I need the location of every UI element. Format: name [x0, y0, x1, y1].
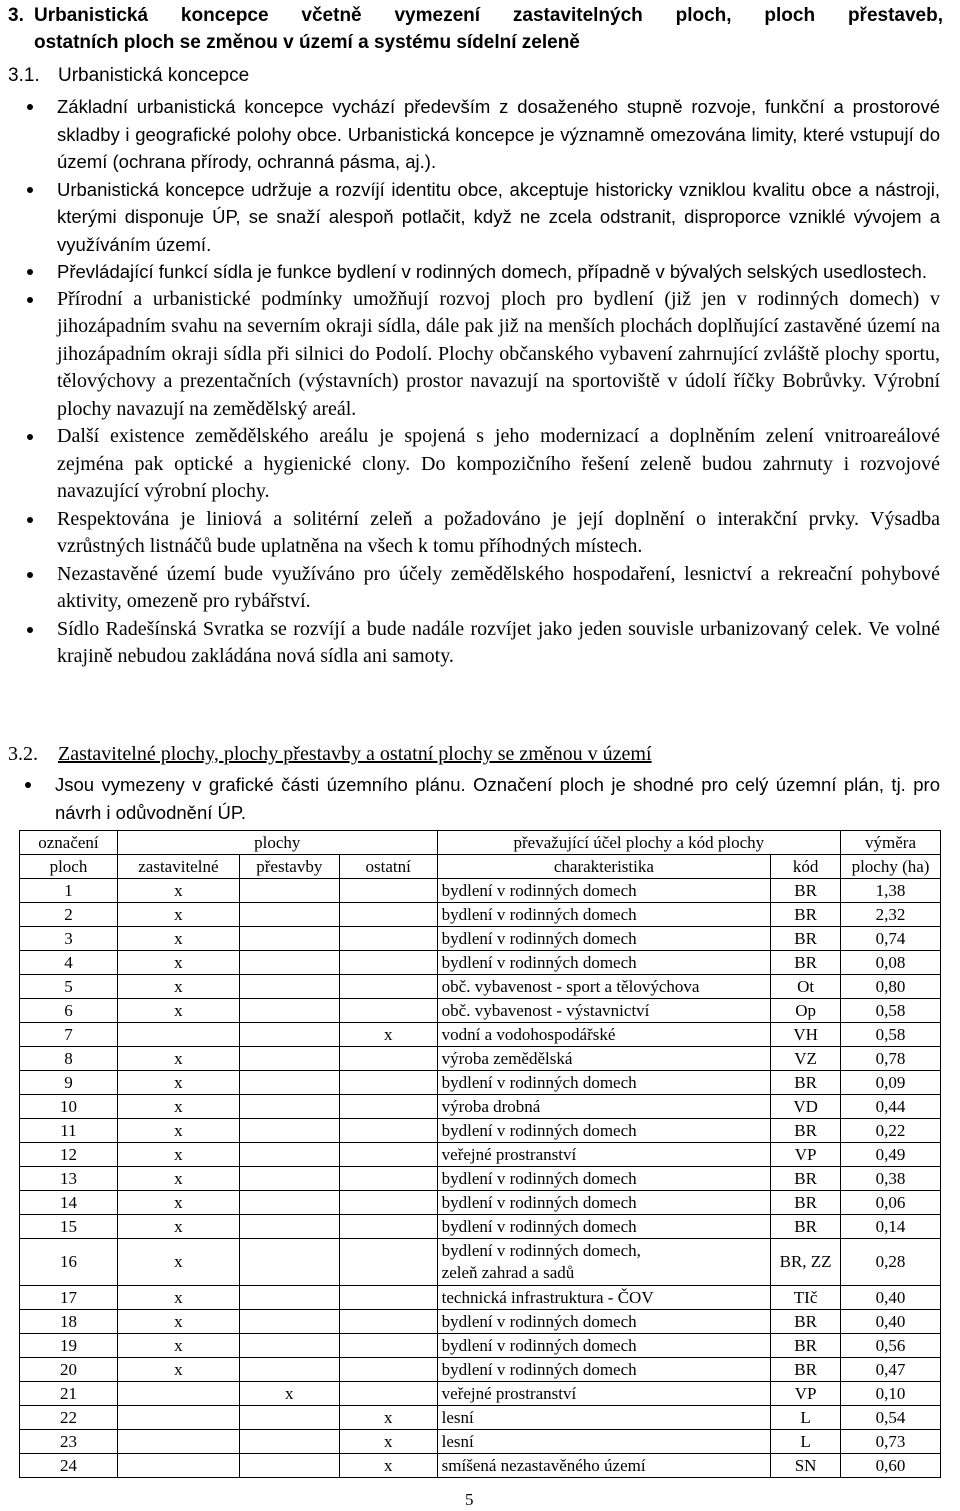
table-row [20, 1167, 941, 1191]
table-cell-p [239, 1286, 339, 1310]
table-cell-o [339, 1286, 437, 1310]
table-row [20, 1191, 941, 1215]
table-row [20, 1215, 941, 1239]
table-cell-kod: Op [771, 999, 841, 1023]
section-3-title-line-2: ostatních ploch se změnou v území a systému sídelní zeleně [34, 32, 580, 53]
table-cell-kod: BR [771, 927, 841, 951]
characteristic-text: bydlení v rodinných domech [441, 1168, 637, 1188]
table-row [20, 1406, 941, 1430]
table-cell-o [339, 927, 437, 951]
table-cell-kod: BR [771, 1191, 841, 1215]
characteristic-text: bydlení v rodinných domech [441, 904, 637, 924]
table-cell-ha: 0,14 [841, 1215, 941, 1239]
table-cell-id: 22 [20, 1406, 118, 1430]
table-cell-p [239, 1334, 339, 1358]
bullet-icon [27, 297, 33, 303]
table-cell-ha: 0,40 [841, 1286, 941, 1310]
characteristic-text: bydlení v rodinných domech [441, 1311, 637, 1331]
table-cell-z [117, 1454, 239, 1478]
table-cell-o [339, 1047, 437, 1071]
table-row [20, 1286, 941, 1310]
characteristic-text: bydlení v rodinných domech [441, 1192, 637, 1212]
table-cell-o [339, 903, 437, 927]
table-cell-p [239, 1143, 339, 1167]
table-cell-id: 11 [20, 1119, 118, 1143]
table-cell-kod: TIč [771, 1286, 841, 1310]
table-cell-ch [437, 1047, 770, 1071]
table-cell-ch [437, 1358, 770, 1382]
table-cell-z: x [117, 1095, 239, 1119]
table-cell-ha: 0,40 [841, 1310, 941, 1334]
header-cell-kod: kód [771, 855, 841, 879]
bullet-icon [27, 104, 33, 110]
table-cell-o [339, 1119, 437, 1143]
table-cell-id: 9 [20, 1071, 118, 1095]
table-cell-z: x [117, 1071, 239, 1095]
table-cell-o [339, 975, 437, 999]
table-cell-z: x [117, 927, 239, 951]
table-cell-id: 20 [20, 1358, 118, 1382]
table-cell-ch [437, 1239, 770, 1286]
bullet-icon [27, 269, 33, 275]
header-cell-oznaceni: označení [20, 831, 118, 855]
table-cell-o [339, 1071, 437, 1095]
table-cell-z: x [117, 1119, 239, 1143]
table-cell-kod: BR [771, 1071, 841, 1095]
table-cell-z: x [117, 1167, 239, 1191]
section-3-1-bullet-list [0, 93, 960, 671]
table-cell-z [117, 1382, 239, 1406]
table-cell-id: 16 [20, 1239, 118, 1286]
table-cell-kod: VZ [771, 1047, 841, 1071]
table-cell-kod: VH [771, 1023, 841, 1047]
table-cell-kod: L [771, 1430, 841, 1454]
table-cell-p [239, 1215, 339, 1239]
table-cell-z: x [117, 1047, 239, 1071]
bullet-icon [27, 572, 33, 578]
table-cell-ch [437, 1334, 770, 1358]
table-cell-ha: 0,49 [841, 1143, 941, 1167]
table-cell-p [239, 999, 339, 1023]
table-cell-o [339, 1215, 437, 1239]
table-row [20, 1310, 941, 1334]
table-cell-o [339, 1382, 437, 1406]
table-cell-ch [437, 1119, 770, 1143]
table-row [20, 1071, 941, 1095]
table-cell-id: 2 [20, 903, 118, 927]
table-cell-ha: 0,09 [841, 1071, 941, 1095]
table-cell-ch [437, 927, 770, 951]
characteristic-text-line-2: zeleň zahrad a sadů [441, 1263, 575, 1282]
table-cell-kod: VP [771, 1382, 841, 1406]
table-row [20, 951, 941, 975]
table-cell-z: x [117, 1143, 239, 1167]
table-cell-ha: 2,32 [841, 903, 941, 927]
table-cell-z: x [117, 999, 239, 1023]
table-cell-id: 3 [20, 927, 118, 951]
characteristic-text: veřejné prostranství [441, 1144, 577, 1164]
table-cell-p [239, 1119, 339, 1143]
table-cell-id: 15 [20, 1215, 118, 1239]
header-cell-zastavitelne: zastavitelné [117, 855, 239, 879]
header-cell-prestavby: přestavby [239, 855, 339, 879]
table-cell-ch [437, 879, 770, 903]
table-cell-id: 21 [20, 1382, 118, 1406]
characteristic-text: obč. vybavenost - sport a tělovýchova [441, 976, 700, 996]
characteristic-text: bydlení v rodinných domech [441, 1120, 637, 1140]
table-cell-p [239, 879, 339, 903]
table-cell-kod: BR [771, 1334, 841, 1358]
characteristic-text: veřejné prostranství [441, 1383, 577, 1403]
characteristic-text: výroba drobná [441, 1096, 541, 1116]
table-cell-z [117, 1406, 239, 1430]
characteristic-text: smíšená nezastavěného území [441, 1455, 646, 1475]
table-cell-kod: BR [771, 903, 841, 927]
table-cell-ha: 0,80 [841, 975, 941, 999]
table-cell-z: x [117, 1191, 239, 1215]
characteristic-text: bydlení v rodinných domech [441, 1335, 637, 1355]
section-3-2-title: Zastavitelné plochy, plochy přestavby a ostatní plochy se změnou v území [58, 743, 652, 765]
table-cell-z [117, 1023, 239, 1047]
table-cell-z: x [117, 1358, 239, 1382]
table-cell-id: 4 [20, 951, 118, 975]
table-cell-ha: 0,08 [841, 951, 941, 975]
characteristic-text: bydlení v rodinných domech [441, 1359, 637, 1379]
list-item: Jsou vymezeny v grafické části územního plánu. Označení ploch je shodné pro celý územní plán, tj. pro návrh i odůvodnění ÚP. [55, 771, 940, 826]
table-row [20, 1334, 941, 1358]
table-cell-ha: 0,10 [841, 1382, 941, 1406]
section-3-1-title: Urbanistická koncepce [58, 65, 250, 86]
table-cell-z: x [117, 903, 239, 927]
table-cell-kod: BR [771, 1215, 841, 1239]
table-cell-z: x [117, 1286, 239, 1310]
table-cell-ha: 0,60 [841, 1454, 941, 1478]
table-cell-p [239, 1406, 339, 1430]
table-cell-ch [437, 1023, 770, 1047]
table-cell-p: x [239, 1382, 339, 1406]
header-cell-plochy: plochy [117, 831, 437, 855]
section-3-2-number: 3.2. [8, 743, 38, 765]
header-cell-ostatni: ostatní [339, 855, 437, 879]
header-cell-vymera: výměra [841, 831, 941, 855]
table-row [20, 1430, 941, 1454]
table-cell-kod: BR, ZZ [771, 1239, 841, 1286]
table-cell-p [239, 1047, 339, 1071]
list-item: Nezastavěné území bude využíváno pro účely zemědělského hospodaření, lesnictví a rekreační pohybové aktivity, omezeně pro rybářství. [57, 561, 940, 616]
table-cell-ha: 0,44 [841, 1095, 941, 1119]
bullet-icon [27, 434, 33, 440]
list-item: Přírodní a urbanistické podmínky umožňují rozvoj ploch pro bydlení (již jen v rodinných domech) v jihozápadním svahu na severním okraji sídla, dále pak již na menších plochách doplňující zastavěné území na jihozápadním okraji sídla při silnici do Podolí. Plochy občanského vybavení zahrnující zvláště plochy sportu, tělovýchovy a prezentačních (výstavních) prostor navazují na sportoviště v údolí říčky Bobrůvky. Výrobní plochy navazují na zemědělský areál. [57, 286, 940, 424]
table-cell-o [339, 999, 437, 1023]
table-cell-ch [437, 1071, 770, 1095]
table-cell-ch [437, 951, 770, 975]
table-cell-kod: Ot [771, 975, 841, 999]
table-cell-ha: 0,58 [841, 1023, 941, 1047]
characteristic-text: bydlení v rodinných domech, [441, 1241, 641, 1260]
table-cell-id: 12 [20, 1143, 118, 1167]
table-cell-o: x [339, 1454, 437, 1478]
table-cell-kod: L [771, 1406, 841, 1430]
table-cell-ha: 0,28 [841, 1239, 941, 1286]
table-cell-id: 7 [20, 1023, 118, 1047]
table-row [20, 999, 941, 1023]
header-cell-vymera-ha: plochy (ha) [841, 855, 941, 879]
table-cell-id: 13 [20, 1167, 118, 1191]
table-cell-id: 19 [20, 1334, 118, 1358]
bullet-icon [27, 627, 33, 633]
table-cell-o: x [339, 1406, 437, 1430]
table-cell-p [239, 903, 339, 927]
table-cell-ha: 0,73 [841, 1430, 941, 1454]
table-cell-o [339, 951, 437, 975]
table-row [20, 903, 941, 927]
table-cell-ha: 0,74 [841, 927, 941, 951]
characteristic-text: bydlení v rodinných domech [441, 1072, 637, 1092]
table-cell-ha: 0,78 [841, 1047, 941, 1071]
list-item: Převládající funkcí sídla je funkce bydlení v rodinných domech, případně v bývalých selských usedlostech. [57, 258, 940, 286]
table-cell-ch [437, 1430, 770, 1454]
characteristic-text: bydlení v rodinných domech [441, 880, 637, 900]
table-cell-p [239, 1430, 339, 1454]
table-cell-ch [437, 1143, 770, 1167]
table-cell-ch [437, 1286, 770, 1310]
table-cell-id: 6 [20, 999, 118, 1023]
table-cell-id: 14 [20, 1191, 118, 1215]
characteristic-text: obč. vybavenost - výstavnictví [441, 1000, 650, 1020]
table-cell-p [239, 1191, 339, 1215]
table-cell-p [239, 1454, 339, 1478]
characteristic-text: výroba zemědělská [441, 1048, 573, 1068]
table-cell-ch [437, 1406, 770, 1430]
table-cell-kod: BR [771, 1119, 841, 1143]
table-cell-o: x [339, 1430, 437, 1454]
characteristic-text: bydlení v rodinných domech [441, 952, 637, 972]
table-cell-ch [437, 1167, 770, 1191]
bullet-icon [27, 517, 33, 523]
table-row [20, 1023, 941, 1047]
list-item: Další existence zemědělského areálu je spojená s jeho modernizací a doplněním zelení vnitroareálové zejména pak optické a hygienické clony. Do kompozičního řešení zeleně budou zahrnuty i rozvojové navazující výrobní plochy. [57, 423, 940, 506]
table-cell-z: x [117, 1334, 239, 1358]
page-number: 5 [465, 1490, 474, 1509]
section-3-heading [8, 2, 943, 56]
table-cell-o [339, 1143, 437, 1167]
table-cell-kod: BR [771, 951, 841, 975]
table-cell-ch [437, 999, 770, 1023]
table-cell-p [239, 1358, 339, 1382]
table-cell-o [339, 1191, 437, 1215]
table-cell-kod: VP [771, 1143, 841, 1167]
table-cell-p [239, 975, 339, 999]
table-row [20, 1382, 941, 1406]
header-cell-ploch: ploch [20, 855, 118, 879]
table-row [20, 1239, 941, 1286]
table-cell-o: x [339, 1023, 437, 1047]
characteristic-text: vodní a vodohospodářské [441, 1024, 616, 1044]
table-cell-z [117, 1430, 239, 1454]
table-cell-id: 17 [20, 1286, 118, 1310]
header-cell-ucel: převažující účel plochy a kód plochy [437, 831, 840, 855]
table-cell-ch [437, 1454, 770, 1478]
table-cell-p [239, 1239, 339, 1286]
table-cell-z: x [117, 1215, 239, 1239]
characteristic-text: bydlení v rodinných domech [441, 928, 637, 948]
table-cell-o [339, 1167, 437, 1191]
table-row [20, 1047, 941, 1071]
table-cell-ch [437, 903, 770, 927]
list-item: Sídlo Radešínská Svratka se rozvíjí a bude nadále rozvíjet jako jeden souvisle urbanizovaný celek. Ve volné krajině nebudou zakládána nová sídla ani samoty. [57, 616, 940, 671]
table-body [20, 879, 941, 1478]
table-cell-p [239, 1023, 339, 1047]
table-cell-id: 8 [20, 1047, 118, 1071]
table-cell-z: x [117, 975, 239, 999]
table-cell-ha: 0,56 [841, 1334, 941, 1358]
table-cell-kod: BR [771, 1167, 841, 1191]
table-cell-kod: SN [771, 1454, 841, 1478]
table-cell-o [339, 879, 437, 903]
table-cell-p [239, 1167, 339, 1191]
characteristic-text: lesní [441, 1431, 474, 1451]
table-row [20, 975, 941, 999]
table-row [20, 879, 941, 903]
section-3-number: 3. [8, 5, 24, 26]
table-cell-o [339, 1095, 437, 1119]
table-cell-p [239, 927, 339, 951]
section-3-2-bullet-list [0, 771, 960, 826]
section-3-title-line-1: Urbanistická koncepce včetně vymezení zastavitelných ploch, ploch přestaveb, [34, 5, 943, 26]
table-cell-o [339, 1358, 437, 1382]
characteristic-text: lesní [441, 1407, 474, 1427]
table-cell-p [239, 1095, 339, 1119]
table-cell-z: x [117, 879, 239, 903]
table-cell-ha: 0,06 [841, 1191, 941, 1215]
table-cell-id: 10 [20, 1095, 118, 1119]
table-cell-id: 24 [20, 1454, 118, 1478]
table-row [20, 1119, 941, 1143]
bullet-icon [27, 187, 33, 193]
list-item: Respektována je liniová a solitérní zeleň a požadováno je její doplnění o interakční prvky. Výsadba vzrůstných listnáčů bude uplatněna na všech k tomu příhodných místech. [57, 506, 940, 561]
table-cell-p [239, 951, 339, 975]
table-cell-id: 1 [20, 879, 118, 903]
table-cell-ha: 0,22 [841, 1119, 941, 1143]
table-cell-ch [437, 975, 770, 999]
header-cell-charakteristika: charakteristika [437, 855, 770, 879]
areas-table [19, 830, 941, 1478]
table-cell-p [239, 1071, 339, 1095]
table-cell-kod: BR [771, 1310, 841, 1334]
table-cell-ch [437, 1095, 770, 1119]
table-cell-o [339, 1310, 437, 1334]
table-cell-ch [437, 1191, 770, 1215]
list-item: Základní urbanistická koncepce vychází především z dosaženého stupně rozvoje, funkční a prostorové skladby i geografické polohy obce. Urbanistická koncepce je významně omezována limity, které vstupují do území (ochrana přírody, ochranná pásma, aj.). [57, 93, 940, 176]
table-cell-ha: 1,38 [841, 879, 941, 903]
table-cell-kod: VD [771, 1095, 841, 1119]
characteristic-text: technická infrastruktura - ČOV [441, 1287, 654, 1307]
table-cell-id: 18 [20, 1310, 118, 1334]
table-row [20, 927, 941, 951]
table-cell-z: x [117, 1239, 239, 1286]
characteristic-text: bydlení v rodinných domech [441, 1216, 637, 1236]
table-cell-id: 23 [20, 1430, 118, 1454]
table-cell-p [239, 1310, 339, 1334]
section-3-1-number: 3.1. [8, 65, 40, 86]
table-cell-ch [437, 1215, 770, 1239]
table-cell-ha: 0,54 [841, 1406, 941, 1430]
table-cell-z: x [117, 1310, 239, 1334]
table-cell-ch [437, 1310, 770, 1334]
table-cell-ch [437, 1382, 770, 1406]
table-cell-o [339, 1334, 437, 1358]
bullet-icon [25, 782, 31, 788]
table-row [20, 1095, 941, 1119]
table-row [20, 1454, 941, 1478]
table-cell-ha: 0,38 [841, 1167, 941, 1191]
table-cell-z: x [117, 951, 239, 975]
table-cell-kod: BR [771, 1358, 841, 1382]
table-cell-ha: 0,58 [841, 999, 941, 1023]
table-cell-ha: 0,47 [841, 1358, 941, 1382]
table-cell-kod: BR [771, 879, 841, 903]
list-item: Urbanistická koncepce udržuje a rozvíjí identitu obce, akceptuje historicky vzniklou kvalitu obce a nástroji, kterými disponuje ÚP, se snaží alespoň potlačit, když ne zcela odstranit, disproporce vzniklé vývojem a využíváním území. [57, 176, 940, 259]
table-row [20, 1143, 941, 1167]
table-cell-o [339, 1239, 437, 1286]
table-cell-id: 5 [20, 975, 118, 999]
table-row [20, 1358, 941, 1382]
